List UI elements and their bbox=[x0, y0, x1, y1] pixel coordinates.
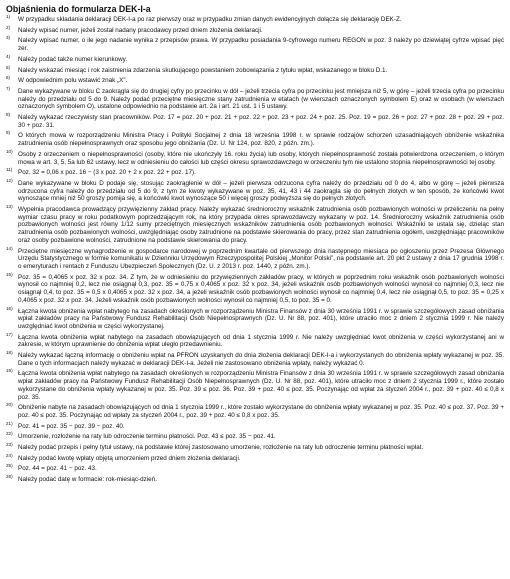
footnote bbox=[6, 177, 504, 203]
footnote-text: Osoby z orzeczeniem o niepełnosprawności (osoby, które nie ukończyły 16. roku życia) lub osoby, których niepełnosprawność została potwierdzona orzeczeniem, o którym mowa w art. 3, 5, 5a lub 62 ustawy, lecz w odniesieniu do całości lub części okresu sprawozdawczego w orzeczeniu tym nie ustalono stopnia niepełnosprawności tej osoby. bbox=[18, 150, 504, 166]
footnote bbox=[6, 245, 504, 271]
footnote bbox=[6, 370, 504, 401]
footnote-text: Należy podać kwotę wpłaty objętą umorzeniem przed dniem złożenia deklaracji. bbox=[18, 454, 241, 462]
footnote-number: 9) bbox=[6, 130, 11, 136]
footnote-text: Umorzenie, rozłożenie na raty lub odroczenie terminu płatności. Poz. 43 ≤ poz. 35 − poz. 41. bbox=[18, 433, 276, 441]
footnote-text: Przeciętne miesięczne wynagrodzenie w gospodarce narodowej w poprzednim kwartale od pierwszego dnia następnego miesiąca po ogłoszeniu przez Prezesa Głównego Urzędu Statystycznego w formie komunikatu w Dzienniku Urzędowym Rzeczypospolitej Polskiej „Monitor Polski”, na podstawie art. 20 pkt 2 ustawy z dnia 17 grudnia 1998 r. o emeryturach i rentach z Funduszu Ubezpieczeń Społecznych (Dz. U. z 2013 r. poz. 1440, z późn. zm.). bbox=[18, 247, 504, 270]
footnote-text: W odpowiednim polu wstawić znak „X”. bbox=[18, 77, 128, 85]
footnote-number: 3) bbox=[6, 35, 11, 41]
footnote-text: Poz. 41 = poz. 35 − poz. 39 − poz. 40. bbox=[18, 422, 125, 430]
footnote bbox=[6, 16, 504, 24]
footnote bbox=[6, 53, 504, 64]
footnote-number: 8) bbox=[6, 112, 11, 118]
footnote bbox=[6, 452, 504, 463]
footnote bbox=[6, 331, 504, 349]
footnote bbox=[6, 433, 504, 441]
footnote bbox=[6, 404, 504, 419]
footnote-number: 26) bbox=[6, 474, 13, 480]
footnote bbox=[6, 24, 504, 35]
footnote-text: Należy wskazać miesiąc i rok zaistnienia zdarzenia skutkującego powstaniem zobowiązania z tytułu wpłat, wskazanego w bloku D.1. bbox=[18, 66, 388, 74]
footnote-text: Obniżenie nabyte na zasadach obowiązujących od dnia 1 stycznia 1999 r., które zostało wykorzystane do obniżenia wpłaty wykazanej w poz. 35. Poz. 40 ≤ poz. 37. Poz. 39 + poz. 40 ≤ poz. 35. Poczynając od wpłaty za styczeń 2004 r., poz. 39 + poz. 40 ≤ 0,8 x poz. 35. bbox=[18, 404, 504, 419]
footnote-number: 17) bbox=[6, 331, 13, 337]
footnote bbox=[6, 64, 504, 75]
footnote-text: Należy wpisać numer, jeżeli został nadany pracodawcy przed dniem złożenia deklaracji. bbox=[18, 26, 263, 34]
footnote-number: 6) bbox=[6, 75, 11, 81]
footnote-number: 20) bbox=[6, 402, 13, 408]
footnote-text: Dane wykazywane w bloku C zaokrągla się do drugiej cyfry po przecinku w dół – jeżeli trzecia cyfra po przecinku jest mniejsza niż 5, w górę – jeżeli trzecia cyfra po przecinku należy do przedziału od 5 do 9. Należy podać przeciętne miesięczne stany zatrudnienia w etatach (w wierszach oznaczonych symbolem E) oraz w osobach (w wierszach oznaczonych symbolem O), ustalone odpowiednio na podstawie art. 2a i art. 21 ust. 1 i 5 ustawy. bbox=[18, 87, 504, 111]
footnote-number: 15) bbox=[6, 271, 13, 277]
footnote-number: 12) bbox=[6, 177, 13, 183]
footnote-number: 21) bbox=[6, 420, 13, 426]
footnote bbox=[6, 465, 504, 473]
footnote-number: 10) bbox=[6, 148, 13, 154]
footnote-number: 1) bbox=[6, 14, 11, 19]
footnote-text: Należy podać także numer kierunkowy. bbox=[18, 55, 128, 63]
footnote-number: 5) bbox=[6, 64, 11, 70]
footnote bbox=[6, 352, 504, 367]
footnote bbox=[6, 77, 504, 85]
footnote-text: Należy podać przepis i pełny tytuł ustawy, na podstawie której zastosowano umorzenie, rozłożenie na raty lub odroczenie terminu płatności wpłat. bbox=[18, 444, 424, 452]
footnote-number: 24) bbox=[6, 452, 13, 458]
footnote-number: 2) bbox=[6, 24, 11, 30]
footnote bbox=[6, 132, 504, 147]
footnote bbox=[6, 271, 504, 305]
footnote-text: Należy podać datę w formacie: rok-miesiąc-dzień. bbox=[18, 476, 157, 484]
footnote bbox=[6, 305, 504, 331]
footnote-text: Łączna kwota obniżenia wpłat nabytego na zasadach obowiązujących od dnia 1 stycznia 1999 r. Nie należy uwzględniać kwot obniżenia w części wykorzystanej ani w zakresie, w którym uprawnienie do obniżenia wpłat uległo przedawnieniu. bbox=[18, 333, 504, 349]
footnote-text: O których mowa w rozporządzeniu Ministra Pracy i Polityki Socjalnej z dnia 18 września 1998 r. w sprawie rodzajów schorzeń uzasadniających obniżenie wskaźnika zatrudnienia osób niepełnosprawnych oraz sposobu jego obniżania (Dz. U. Nr 124, poz. 820, z późn. zm.). bbox=[18, 132, 504, 148]
footnote bbox=[6, 206, 504, 245]
footnote-number: 7) bbox=[6, 85, 11, 91]
footnote-number: 14) bbox=[6, 245, 13, 251]
footnote-text: Łączna kwota obniżenia wpłat nabytego na zasadach określonych w rozporządzeniu Ministra Finansów z dnia 30 września 1991 r. w sprawie szczegółowych zasad obniżania wpłat zakładów pracy na Państwowy Fundusz Rehabilitacji Osób Niepełnosprawnych (Dz. U. Nr 88, poz. 401), które utraciło moc z dniem 2 stycznia 1999 r. Nie należy uwzględniać kwot obniżenia w części wykorzystanej. bbox=[18, 307, 504, 330]
footnote bbox=[6, 420, 504, 431]
footnote-text: Należy wpisać numer, o ile jego nadanie wynika z przepisów prawa. W przypadku posiadania 9-cyfrowego numeru REGON w poz. 3 należy po dziewiątej cyfrze wpisać pięć zer. bbox=[18, 37, 504, 53]
footnote-list bbox=[6, 16, 504, 484]
footnote-number: 23) bbox=[6, 442, 13, 448]
footnote bbox=[6, 444, 504, 452]
footnote-text: Dane wykazywane w bloku D podaje się, stosując zaokrąglenie w dół – jeżeli pierwsza odrzucona cyfra należy do przedziału od 0 do 4, albo w górę – jeżeli pierwsza odrzucona cyfra należy do przedziału od 5 do 9, z tym że kwoty wykazywane w poz. 35, 41, 43 i 44 zaokrągla się do pełnych złotych w ten sposób, że końcówki kwot wynoszące mniej niż 50 groszy pomija się, a końcówki kwot wynoszące 50 i więcej groszy podwyższa się do pełnych złotych. bbox=[18, 179, 504, 203]
footnote bbox=[6, 37, 504, 52]
footnote-text: W przypadku składania deklaracji DEK-I-a po raz pierwszy oraz w przypadku zmian danych ewidencyjnych dołącza się deklarację DEK-Z. bbox=[18, 16, 402, 23]
footnote-text: Poz. 32 = 0,06 x poz. 16 − (3 x poz. 20 + 2 x poz. 22 + poz. 17). bbox=[18, 169, 196, 177]
footnote-text: Poz. 35 = 0,4065 x poz. 32 x poz. 34. Z tym, że w odniesieniu do przywięziennych zakładów pracy, w których w poprzednim roku wskaźnik osób pozbawionych wolności wynosił co najmniej 0,2, lecz nie osiągnął 0,3, poz. 35 = 0,75 x 0,4065 x poz. 32 x poz. 34, jeżeli wskaźnik osób pozbawionych wolności wynosił co najmniej 0,3, lecz nie osiągnął 0,4, to poz. 35 = 0,5 x 0,4065 x poz. 32 x poz. 34, a jeżeli wskaźnik osób pozbawionych wolności wynosił co najmniej 0,4, lecz nie osiągnął 0,5, to poz. 35 = 0,25 x 0,4065 x poz. 32 x poz. 34. Jeżeli wskaźnik osób pozbawionych wolności wynosił co najmniej 0,5, to poz. 35 = 0. bbox=[18, 273, 504, 304]
footnote-number: 25) bbox=[6, 463, 13, 469]
footnote-text: Należy wykazać łączną informację o obniżeniu wpłat na PFRON uzyskanych do dnia złożenia deklaracji DEK-I-a i wykorzystanych do obniżenia wpłaty wykazanej w poz. 35. Dane o tych informacjach należy wykazać w deklaracji DEK-I-a. Jeżeli nie zastosowano obniżenia wpłaty, należy wykazać 0. bbox=[18, 352, 504, 367]
footnote bbox=[6, 169, 504, 177]
footnote-number: 4) bbox=[6, 53, 11, 59]
page-title: Objaśnienia do formularza DEK-I-a bbox=[6, 4, 151, 14]
footnote-text: Wypełnia pracodawca prowadzący przywięzienny zakład pracy. Należy wykazać średnioroczny wskaźnik zatrudnienia osób pozbawionych wolności w przeliczeniu na pełny wymiar czasu pracy w roku podatkowym poprzedzającym rok, na który przypada okres sprawozdawczy wykazany w poz. 14. Średnioroczny wskaźnik zatrudnienia osób pozbawionych wolności jest równy 1/12 sumy przeciętnych miesięcznych wskaźników zatrudnienia osób pozbawionych wolności. Wskaźniki te ustala się, dzieląc stan zatrudnienia osób pozbawionych wolności, uwzględniając osoby zatrudnione na podstawie skierowania do pracy, przez stan zatrudnienia ogółem, uwzględniając pracowników oraz osoby pozbawione wolności, zatrudnione na podstawie skierowania do pracy. bbox=[18, 206, 504, 244]
footnote-number: 11) bbox=[6, 167, 13, 173]
footnote-number: 16) bbox=[6, 305, 13, 311]
footnote-text: Należy wykazać rzeczywisty stan pracowników. Poz. 17 = poz. 20 + poz. 21 + poz. 22 + poz. 23 + poz. 24 + poz. 25. Poz. 19 = poz. 26 + poz. 27 + poz. 28 + poz. 29 + poz. 30 + poz. 31. bbox=[18, 114, 504, 129]
footnote bbox=[6, 85, 504, 111]
footnote-number: 18) bbox=[6, 350, 13, 356]
footnote bbox=[6, 476, 504, 484]
footnote-text: Poz. 44 = poz. 41 − poz. 43. bbox=[18, 465, 97, 473]
footnote-number: 19) bbox=[6, 368, 13, 374]
footnote-number: 22) bbox=[6, 431, 13, 437]
footnote-text: Łączna kwota obniżenia wpłat nabytego na zasadach określonych w rozporządzeniu Ministra Finansów z dnia 30 września 1991 r. w sprawie szczegółowych zasad obniżania wpłat zakładów pracy na Państwowy Fundusz Rehabilitacji Osób Niepełnosprawnych (Dz. U. Nr 88, poz. 401), które utraciło moc z dniem 2 stycznia 1999 r., które zostało wykorzystane do obniżenia wpłaty wykazanej w poz. 35. Poz. 39 ≤ poz. 36. Poz. 39 + poz. 40 ≤ poz. 35. Poczynając od wpłat za styczeń 2004 r., poz. 39 + poz. 40 ≤ 0,8 x poz. 35. bbox=[18, 370, 504, 401]
footnote bbox=[6, 148, 504, 166]
footnote-number: 13) bbox=[6, 204, 13, 210]
footnote bbox=[6, 114, 504, 129]
